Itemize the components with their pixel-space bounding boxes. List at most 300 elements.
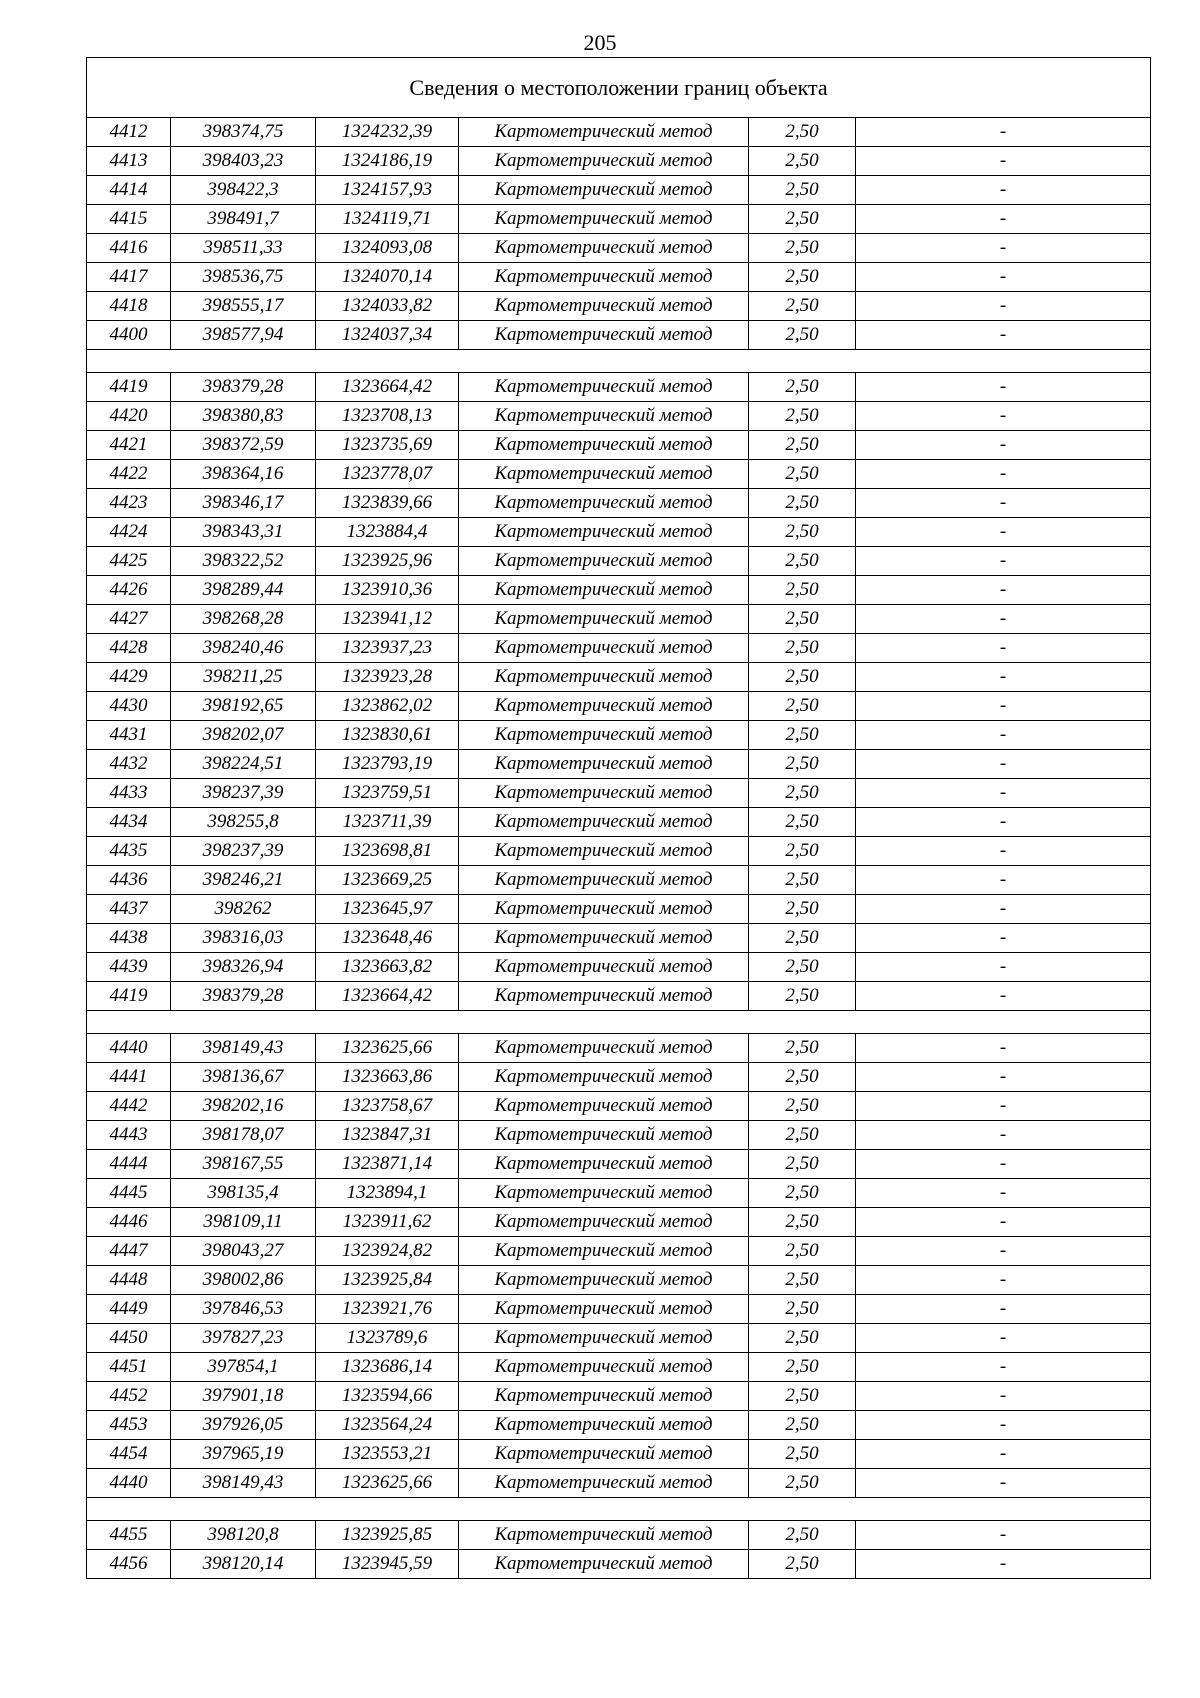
table-row (87, 460, 1151, 489)
description-cell: - (856, 750, 1151, 779)
table-row (87, 1469, 1151, 1498)
table-row (87, 1295, 1151, 1324)
description-cell: - (856, 1382, 1151, 1411)
x-coordinate-cell: 398202,07 (171, 721, 316, 750)
x-coordinate-cell: 398491,7 (171, 205, 316, 234)
point-number-cell: 4416 (87, 234, 171, 263)
description-cell: - (856, 1295, 1151, 1324)
x-coordinate-cell: 398120,8 (171, 1521, 316, 1550)
table-row (87, 779, 1151, 808)
group-separator-row (87, 1498, 1151, 1521)
description-cell: - (856, 1121, 1151, 1150)
description-cell: - (856, 1063, 1151, 1092)
point-number-cell: 4419 (87, 982, 171, 1011)
description-cell: - (856, 402, 1151, 431)
y-coordinate-cell: 1323663,86 (316, 1063, 459, 1092)
table-row (87, 1034, 1151, 1063)
method-cell: Картометрический метод (459, 1353, 749, 1382)
accuracy-cell: 2,50 (749, 634, 856, 663)
description-cell: - (856, 547, 1151, 576)
point-number-cell: 4446 (87, 1208, 171, 1237)
method-cell: Картометрический метод (459, 402, 749, 431)
description-cell: - (856, 721, 1151, 750)
table-row (87, 866, 1151, 895)
table-row (87, 118, 1151, 147)
method-cell: Картометрический метод (459, 205, 749, 234)
method-cell: Картометрический метод (459, 1063, 749, 1092)
y-coordinate-cell: 1323847,31 (316, 1121, 459, 1150)
accuracy-cell: 2,50 (749, 1353, 856, 1382)
description-cell: - (856, 518, 1151, 547)
table-row (87, 489, 1151, 518)
y-coordinate-cell: 1323925,84 (316, 1266, 459, 1295)
x-coordinate-cell: 398120,14 (171, 1550, 316, 1579)
point-number-cell: 4450 (87, 1324, 171, 1353)
description-cell: - (856, 460, 1151, 489)
y-coordinate-cell: 1323759,51 (316, 779, 459, 808)
point-number-cell: 4432 (87, 750, 171, 779)
method-cell: Картометрический метод (459, 866, 749, 895)
method-cell: Картометрический метод (459, 1208, 749, 1237)
y-coordinate-cell: 1323553,21 (316, 1440, 459, 1469)
table-row (87, 1179, 1151, 1208)
accuracy-cell: 2,50 (749, 1121, 856, 1150)
point-number-cell: 4420 (87, 402, 171, 431)
point-number-cell: 4413 (87, 147, 171, 176)
method-cell: Картометрический метод (459, 1324, 749, 1353)
x-coordinate-cell: 398002,86 (171, 1266, 316, 1295)
accuracy-cell: 2,50 (749, 1266, 856, 1295)
table-row (87, 1353, 1151, 1382)
point-number-cell: 4425 (87, 547, 171, 576)
point-number-cell: 4442 (87, 1092, 171, 1121)
table-header-row (87, 58, 1151, 118)
method-cell: Картометрический метод (459, 1237, 749, 1266)
table-row (87, 837, 1151, 866)
x-coordinate-cell: 397926,05 (171, 1411, 316, 1440)
point-number-cell: 4449 (87, 1295, 171, 1324)
boundary-coordinates-table (86, 57, 1151, 1579)
x-coordinate-cell: 398374,75 (171, 118, 316, 147)
x-coordinate-cell: 398511,33 (171, 234, 316, 263)
point-number-cell: 4431 (87, 721, 171, 750)
description-cell: - (856, 263, 1151, 292)
accuracy-cell: 2,50 (749, 1440, 856, 1469)
description-cell: - (856, 1266, 1151, 1295)
accuracy-cell: 2,50 (749, 1150, 856, 1179)
accuracy-cell: 2,50 (749, 895, 856, 924)
table-row (87, 1550, 1151, 1579)
table-row (87, 176, 1151, 205)
method-cell: Картометрический метод (459, 1121, 749, 1150)
x-coordinate-cell: 398136,67 (171, 1063, 316, 1092)
y-coordinate-cell: 1323711,39 (316, 808, 459, 837)
y-coordinate-cell: 1323625,66 (316, 1469, 459, 1498)
point-number-cell: 4440 (87, 1469, 171, 1498)
method-cell: Картометрический метод (459, 634, 749, 663)
description-cell: - (856, 118, 1151, 147)
y-coordinate-cell: 1323830,61 (316, 721, 459, 750)
x-coordinate-cell: 398372,59 (171, 431, 316, 460)
y-coordinate-cell: 1323564,24 (316, 1411, 459, 1440)
x-coordinate-cell: 398149,43 (171, 1034, 316, 1063)
description-cell: - (856, 1324, 1151, 1353)
table-row (87, 292, 1151, 321)
table-title: Сведения о местоположении границ объекта (87, 58, 1151, 118)
description-cell: - (856, 147, 1151, 176)
accuracy-cell: 2,50 (749, 837, 856, 866)
point-number-cell: 4428 (87, 634, 171, 663)
table-row (87, 1208, 1151, 1237)
point-number-cell: 4434 (87, 808, 171, 837)
description-cell: - (856, 1521, 1151, 1550)
table-row (87, 321, 1151, 350)
y-coordinate-cell: 1324186,19 (316, 147, 459, 176)
accuracy-cell: 2,50 (749, 1411, 856, 1440)
method-cell: Картометрический метод (459, 1034, 749, 1063)
accuracy-cell: 2,50 (749, 808, 856, 837)
y-coordinate-cell: 1323625,66 (316, 1034, 459, 1063)
point-number-cell: 4437 (87, 895, 171, 924)
point-number-cell: 4417 (87, 263, 171, 292)
y-coordinate-cell: 1324157,93 (316, 176, 459, 205)
method-cell: Картометрический метод (459, 692, 749, 721)
x-coordinate-cell: 398211,25 (171, 663, 316, 692)
table-row (87, 1521, 1151, 1550)
group-separator-row (87, 350, 1151, 373)
point-number-cell: 4419 (87, 373, 171, 402)
table-row (87, 431, 1151, 460)
group-separator-row (87, 1011, 1151, 1034)
x-coordinate-cell: 397854,1 (171, 1353, 316, 1382)
x-coordinate-cell: 398555,17 (171, 292, 316, 321)
description-cell: - (856, 866, 1151, 895)
method-cell: Картометрический метод (459, 576, 749, 605)
y-coordinate-cell: 1323894,1 (316, 1179, 459, 1208)
method-cell: Картометрический метод (459, 176, 749, 205)
y-coordinate-cell: 1323925,96 (316, 547, 459, 576)
y-coordinate-cell: 1323735,69 (316, 431, 459, 460)
accuracy-cell: 2,50 (749, 1382, 856, 1411)
table-row (87, 576, 1151, 605)
point-number-cell: 4440 (87, 1034, 171, 1063)
table-row (87, 263, 1151, 292)
accuracy-cell: 2,50 (749, 1063, 856, 1092)
table-row (87, 721, 1151, 750)
x-coordinate-cell: 398403,23 (171, 147, 316, 176)
description-cell: - (856, 837, 1151, 866)
method-cell: Картометрический метод (459, 808, 749, 837)
point-number-cell: 4422 (87, 460, 171, 489)
accuracy-cell: 2,50 (749, 176, 856, 205)
accuracy-cell: 2,50 (749, 982, 856, 1011)
accuracy-cell: 2,50 (749, 489, 856, 518)
description-cell: - (856, 1208, 1151, 1237)
x-coordinate-cell: 398343,31 (171, 518, 316, 547)
accuracy-cell: 2,50 (749, 402, 856, 431)
y-coordinate-cell: 1323923,28 (316, 663, 459, 692)
method-cell: Картометрический метод (459, 460, 749, 489)
y-coordinate-cell: 1323937,23 (316, 634, 459, 663)
table-row (87, 547, 1151, 576)
method-cell: Картометрический метод (459, 924, 749, 953)
x-coordinate-cell: 397827,23 (171, 1324, 316, 1353)
table-row (87, 518, 1151, 547)
x-coordinate-cell: 398326,94 (171, 953, 316, 982)
description-cell: - (856, 321, 1151, 350)
point-number-cell: 4426 (87, 576, 171, 605)
description-cell: - (856, 1353, 1151, 1382)
y-coordinate-cell: 1323686,14 (316, 1353, 459, 1382)
y-coordinate-cell: 1323941,12 (316, 605, 459, 634)
table-row (87, 234, 1151, 263)
description-cell: - (856, 663, 1151, 692)
y-coordinate-cell: 1323708,13 (316, 402, 459, 431)
x-coordinate-cell: 398379,28 (171, 982, 316, 1011)
y-coordinate-cell: 1324037,34 (316, 321, 459, 350)
accuracy-cell: 2,50 (749, 321, 856, 350)
x-coordinate-cell: 398135,4 (171, 1179, 316, 1208)
description-cell: - (856, 431, 1151, 460)
accuracy-cell: 2,50 (749, 292, 856, 321)
x-coordinate-cell: 398237,39 (171, 779, 316, 808)
point-number-cell: 4423 (87, 489, 171, 518)
point-number-cell: 4418 (87, 292, 171, 321)
method-cell: Картометрический метод (459, 663, 749, 692)
description-cell: - (856, 605, 1151, 634)
point-number-cell: 4445 (87, 1179, 171, 1208)
table-body (87, 58, 1151, 1579)
method-cell: Картометрический метод (459, 321, 749, 350)
x-coordinate-cell: 398422,3 (171, 176, 316, 205)
method-cell: Картометрический метод (459, 547, 749, 576)
accuracy-cell: 2,50 (749, 721, 856, 750)
description-cell: - (856, 1034, 1151, 1063)
point-number-cell: 4429 (87, 663, 171, 692)
point-number-cell: 4415 (87, 205, 171, 234)
point-number-cell: 4439 (87, 953, 171, 982)
accuracy-cell: 2,50 (749, 692, 856, 721)
method-cell: Картометрический метод (459, 1411, 749, 1440)
accuracy-cell: 2,50 (749, 1208, 856, 1237)
description-cell: - (856, 1411, 1151, 1440)
method-cell: Картометрический метод (459, 263, 749, 292)
point-number-cell: 4412 (87, 118, 171, 147)
method-cell: Картометрический метод (459, 1092, 749, 1121)
table-row (87, 1411, 1151, 1440)
description-cell: - (856, 982, 1151, 1011)
table-row (87, 1237, 1151, 1266)
table-row (87, 147, 1151, 176)
y-coordinate-cell: 1323793,19 (316, 750, 459, 779)
x-coordinate-cell: 398202,16 (171, 1092, 316, 1121)
y-coordinate-cell: 1323663,82 (316, 953, 459, 982)
accuracy-cell: 2,50 (749, 1179, 856, 1208)
point-number-cell: 4433 (87, 779, 171, 808)
description-cell: - (856, 292, 1151, 321)
table-row (87, 692, 1151, 721)
x-coordinate-cell: 398379,28 (171, 373, 316, 402)
table-row (87, 634, 1151, 663)
description-cell: - (856, 1469, 1151, 1498)
description-cell: - (856, 576, 1151, 605)
description-cell: - (856, 953, 1151, 982)
description-cell: - (856, 1237, 1151, 1266)
x-coordinate-cell: 398167,55 (171, 1150, 316, 1179)
accuracy-cell: 2,50 (749, 431, 856, 460)
x-coordinate-cell: 398577,94 (171, 321, 316, 350)
accuracy-cell: 2,50 (749, 663, 856, 692)
point-number-cell: 4424 (87, 518, 171, 547)
table-row (87, 982, 1151, 1011)
point-number-cell: 4452 (87, 1382, 171, 1411)
y-coordinate-cell: 1324070,14 (316, 263, 459, 292)
method-cell: Картометрический метод (459, 837, 749, 866)
x-coordinate-cell: 398536,75 (171, 263, 316, 292)
table-row (87, 1150, 1151, 1179)
point-number-cell: 4430 (87, 692, 171, 721)
method-cell: Картометрический метод (459, 518, 749, 547)
x-coordinate-cell: 398262 (171, 895, 316, 924)
description-cell: - (856, 895, 1151, 924)
group-separator-cell (87, 1011, 1151, 1034)
x-coordinate-cell: 398109,11 (171, 1208, 316, 1237)
x-coordinate-cell: 398255,8 (171, 808, 316, 837)
x-coordinate-cell: 398316,03 (171, 924, 316, 953)
point-number-cell: 4435 (87, 837, 171, 866)
y-coordinate-cell: 1323871,14 (316, 1150, 459, 1179)
point-number-cell: 4456 (87, 1550, 171, 1579)
y-coordinate-cell: 1323839,66 (316, 489, 459, 518)
y-coordinate-cell: 1324232,39 (316, 118, 459, 147)
point-number-cell: 4427 (87, 605, 171, 634)
table-row (87, 605, 1151, 634)
table-row (87, 1063, 1151, 1092)
method-cell: Картометрический метод (459, 147, 749, 176)
description-cell: - (856, 234, 1151, 263)
method-cell: Картометрический метод (459, 1266, 749, 1295)
method-cell: Картометрический метод (459, 1440, 749, 1469)
y-coordinate-cell: 1323862,02 (316, 692, 459, 721)
x-coordinate-cell: 398224,51 (171, 750, 316, 779)
point-number-cell: 4441 (87, 1063, 171, 1092)
point-number-cell: 4443 (87, 1121, 171, 1150)
x-coordinate-cell: 398268,28 (171, 605, 316, 634)
accuracy-cell: 2,50 (749, 147, 856, 176)
accuracy-cell: 2,50 (749, 750, 856, 779)
description-cell: - (856, 1440, 1151, 1469)
point-number-cell: 4453 (87, 1411, 171, 1440)
x-coordinate-cell: 398246,21 (171, 866, 316, 895)
accuracy-cell: 2,50 (749, 576, 856, 605)
x-coordinate-cell: 397965,19 (171, 1440, 316, 1469)
accuracy-cell: 2,50 (749, 953, 856, 982)
method-cell: Картометрический метод (459, 1150, 749, 1179)
x-coordinate-cell: 398364,16 (171, 460, 316, 489)
x-coordinate-cell: 398240,46 (171, 634, 316, 663)
table-row (87, 1324, 1151, 1353)
y-coordinate-cell: 1323594,66 (316, 1382, 459, 1411)
table-row (87, 924, 1151, 953)
x-coordinate-cell: 398149,43 (171, 1469, 316, 1498)
x-coordinate-cell: 397901,18 (171, 1382, 316, 1411)
y-coordinate-cell: 1323648,46 (316, 924, 459, 953)
accuracy-cell: 2,50 (749, 373, 856, 402)
method-cell: Картометрический метод (459, 605, 749, 634)
table-row (87, 953, 1151, 982)
x-coordinate-cell: 398237,39 (171, 837, 316, 866)
x-coordinate-cell: 398380,83 (171, 402, 316, 431)
accuracy-cell: 2,50 (749, 118, 856, 147)
point-number-cell: 4454 (87, 1440, 171, 1469)
description-cell: - (856, 1092, 1151, 1121)
table-row (87, 750, 1151, 779)
method-cell: Картометрический метод (459, 1179, 749, 1208)
group-separator-cell (87, 350, 1151, 373)
y-coordinate-cell: 1323911,62 (316, 1208, 459, 1237)
y-coordinate-cell: 1323789,6 (316, 1324, 459, 1353)
method-cell: Картометрический метод (459, 1469, 749, 1498)
method-cell: Картометрический метод (459, 431, 749, 460)
method-cell: Картометрический метод (459, 779, 749, 808)
accuracy-cell: 2,50 (749, 1237, 856, 1266)
method-cell: Картометрический метод (459, 489, 749, 518)
method-cell: Картометрический метод (459, 982, 749, 1011)
y-coordinate-cell: 1323758,67 (316, 1092, 459, 1121)
point-number-cell: 4438 (87, 924, 171, 953)
y-coordinate-cell: 1323664,42 (316, 982, 459, 1011)
description-cell: - (856, 634, 1151, 663)
x-coordinate-cell: 398322,52 (171, 547, 316, 576)
table-row (87, 373, 1151, 402)
method-cell: Картометрический метод (459, 1521, 749, 1550)
y-coordinate-cell: 1323921,76 (316, 1295, 459, 1324)
y-coordinate-cell: 1323778,07 (316, 460, 459, 489)
description-cell: - (856, 779, 1151, 808)
accuracy-cell: 2,50 (749, 924, 856, 953)
point-number-cell: 4451 (87, 1353, 171, 1382)
table-row (87, 205, 1151, 234)
y-coordinate-cell: 1324093,08 (316, 234, 459, 263)
description-cell: - (856, 176, 1151, 205)
method-cell: Картометрический метод (459, 1382, 749, 1411)
accuracy-cell: 2,50 (749, 605, 856, 634)
y-coordinate-cell: 1324119,71 (316, 205, 459, 234)
accuracy-cell: 2,50 (749, 205, 856, 234)
y-coordinate-cell: 1323945,59 (316, 1550, 459, 1579)
description-cell: - (856, 808, 1151, 837)
method-cell: Картометрический метод (459, 953, 749, 982)
description-cell: - (856, 692, 1151, 721)
x-coordinate-cell: 398043,27 (171, 1237, 316, 1266)
table-row (87, 1440, 1151, 1469)
table-row (87, 402, 1151, 431)
description-cell: - (856, 1179, 1151, 1208)
y-coordinate-cell: 1324033,82 (316, 292, 459, 321)
x-coordinate-cell: 398346,17 (171, 489, 316, 518)
y-coordinate-cell: 1323664,42 (316, 373, 459, 402)
table-row (87, 808, 1151, 837)
x-coordinate-cell: 398289,44 (171, 576, 316, 605)
x-coordinate-cell: 398178,07 (171, 1121, 316, 1150)
table-row (87, 1382, 1151, 1411)
y-coordinate-cell: 1323924,82 (316, 1237, 459, 1266)
page-number: 205 (583, 30, 617, 55)
point-number-cell: 4400 (87, 321, 171, 350)
method-cell: Картометрический метод (459, 1295, 749, 1324)
table-row (87, 1121, 1151, 1150)
accuracy-cell: 2,50 (749, 263, 856, 292)
